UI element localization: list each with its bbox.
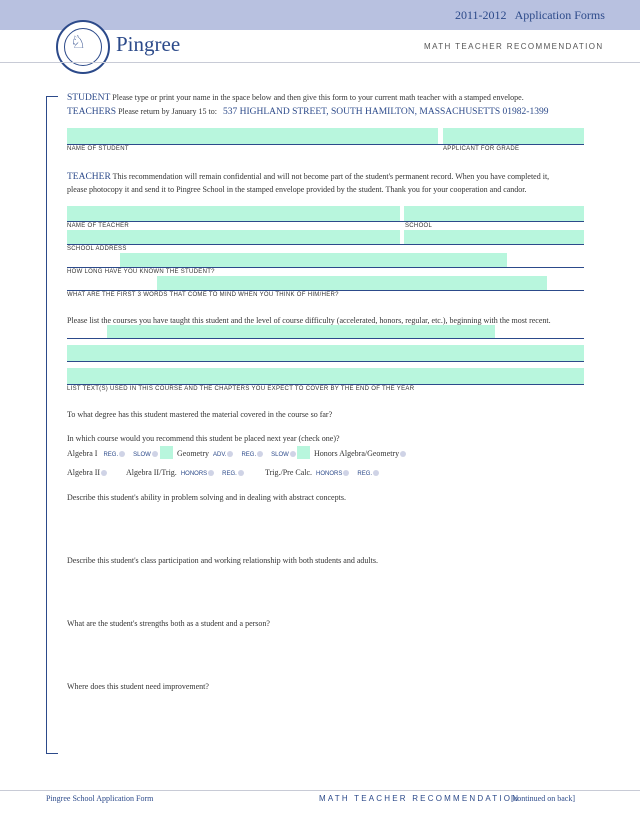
school-address-input-b[interactable] bbox=[404, 230, 584, 244]
header-divider bbox=[0, 62, 640, 63]
trig-precalc-option: Trig./Pre Calc. bbox=[265, 468, 313, 477]
placement-row-2c bbox=[265, 468, 379, 477]
honors-alg-geo-marker bbox=[297, 446, 310, 459]
banner-title bbox=[455, 8, 613, 23]
placement-row-1c bbox=[314, 449, 406, 458]
mastery-prompt: To what degree has this student mastered the material covered in the course so far? bbox=[67, 410, 333, 419]
teachers-instruction bbox=[67, 107, 548, 117]
school-seal bbox=[56, 20, 110, 74]
improvement-question: Where does this student need improvement? bbox=[67, 682, 209, 691]
grade-label: APPLICANT FOR GRADE bbox=[443, 146, 520, 152]
school-input[interactable] bbox=[404, 206, 584, 221]
student-label: STUDENT bbox=[67, 93, 111, 103]
trig-precalc-reg-label: REG. bbox=[357, 471, 373, 477]
footer-divider bbox=[0, 790, 640, 791]
teachers-instruction-text: Please return by January 15 to: bbox=[118, 107, 217, 116]
honors-alg-geo-checkbox[interactable] bbox=[400, 451, 406, 457]
algebra2-option: Algebra II bbox=[67, 468, 101, 477]
geometry-marker bbox=[160, 446, 173, 459]
teacher-note-line2: please photocopy it and send it to Pingree School in the stamped envelope provided by the student. Thank you for your cooperation and candor. bbox=[67, 185, 527, 194]
teachers-label: TEACHERS bbox=[67, 107, 117, 117]
placement-prompt: In which course would you recommend this student be placed next year (check one)? bbox=[67, 434, 340, 443]
geometry-option: Geometry bbox=[177, 449, 209, 458]
algebra2-trig-option: Algebra II/Trig. bbox=[126, 468, 177, 477]
algebra1-reg-label: REG. bbox=[103, 452, 119, 458]
student-name-input[interactable] bbox=[67, 128, 438, 144]
geometry-slow-checkbox[interactable] bbox=[290, 451, 296, 457]
algebra1-slow-label: SLOW bbox=[133, 452, 151, 458]
problem-solving-question: Describe this student's ability in problem solving and in dealing with abstract concepts. bbox=[67, 493, 346, 502]
form-bracket bbox=[46, 96, 58, 754]
texts-input[interactable] bbox=[67, 368, 584, 384]
footer-title: MATH TEACHER RECOMMENDATION bbox=[319, 794, 521, 803]
algebra2-trig-honors-checkbox[interactable] bbox=[208, 470, 214, 476]
grade-input[interactable] bbox=[443, 128, 584, 144]
courses-prompt: Please list the courses you have taught this student and the level of course difficulty (accelerated, honors, regular, etc.), beginning with the most recent. bbox=[67, 316, 551, 325]
geometry-reg-label: REG. bbox=[241, 452, 257, 458]
placement-row-2 bbox=[67, 468, 107, 477]
algebra1-slow-checkbox[interactable] bbox=[152, 451, 158, 457]
algebra2-checkbox[interactable] bbox=[101, 470, 107, 476]
placement-row-1b bbox=[177, 449, 296, 458]
return-address: 537 HIGHLAND STREET, SOUTH HAMILTON, MASSACHUSETTS 01982-1399 bbox=[222, 107, 549, 117]
banner-forms: Application Forms bbox=[514, 8, 605, 22]
teacher-name-label: NAME OF TEACHER bbox=[67, 223, 130, 229]
school-address-label: SCHOOL ADDRESS bbox=[67, 246, 127, 252]
algebra1-option: Algebra I bbox=[67, 449, 98, 458]
how-long-input[interactable] bbox=[120, 253, 507, 267]
first-words-label: WHAT ARE THE FIRST 3 WORDS THAT COME TO MIND WHEN YOU THINK OF HIM/HER? bbox=[67, 292, 339, 298]
participation-question: Describe this student's class participation and working relationship with both students and adults. bbox=[67, 556, 378, 565]
school-logo-name: Pingree bbox=[116, 32, 181, 56]
geometry-reg-checkbox[interactable] bbox=[257, 451, 263, 457]
banner-years: 2011-2012 bbox=[455, 8, 507, 22]
algebra2-trig-reg-checkbox[interactable] bbox=[238, 470, 244, 476]
algebra1-reg-checkbox[interactable] bbox=[119, 451, 125, 457]
placement-row-1 bbox=[67, 449, 158, 458]
student-instruction bbox=[67, 93, 524, 103]
algebra2-trig-honors-label: HONORS bbox=[180, 471, 208, 477]
first-words-input[interactable] bbox=[157, 276, 547, 290]
teacher-label: TEACHER bbox=[67, 172, 111, 182]
footer-continued: [continued on back] bbox=[511, 794, 575, 803]
how-long-label: HOW LONG HAVE YOU KNOWN THE STUDENT? bbox=[67, 269, 215, 275]
texts-label: LIST TEXT(S) USED IN THIS COURSE AND THE CHAPTERS YOU EXPECT TO COVER BY THE END OF THE YEAR bbox=[67, 386, 415, 392]
student-name-label: NAME OF STUDENT bbox=[67, 146, 129, 152]
trig-precalc-honors-label: HONORS bbox=[316, 471, 343, 477]
strengths-question: What are the student's strengths both as a student and a person? bbox=[67, 619, 270, 628]
geometry-slow-label: SLOW bbox=[271, 452, 289, 458]
school-label: SCHOOL bbox=[405, 223, 433, 229]
courses-input-1[interactable] bbox=[107, 325, 495, 338]
trig-precalc-reg-checkbox[interactable] bbox=[373, 470, 379, 476]
geometry-adv-checkbox[interactable] bbox=[227, 451, 233, 457]
footer-left: Pingree School Application Form bbox=[46, 794, 154, 803]
teacher-note-line1: TEACHER This recommendation will remain confidential and will not become part of the student's permanent record. When you have completed it, bbox=[67, 172, 550, 182]
school-address-input-a[interactable] bbox=[67, 230, 400, 244]
placement-row-2b bbox=[126, 468, 244, 477]
courses-input-2[interactable] bbox=[67, 345, 584, 361]
pegasus-icon: ♘ bbox=[70, 32, 87, 53]
algebra2-trig-reg-label: REG. bbox=[222, 471, 237, 477]
teacher-name-input[interactable] bbox=[67, 206, 400, 221]
honors-alg-geo-option: Honors Algebra/Geometry bbox=[314, 449, 400, 458]
geometry-adv-label: ADV. bbox=[213, 452, 227, 458]
student-instruction-text: Please type or print your name in the space below and then give this form to your current math teacher with a stamped envelope. bbox=[112, 93, 524, 102]
form-title: MATH TEACHER RECOMMENDATION bbox=[424, 42, 604, 51]
trig-precalc-honors-checkbox[interactable] bbox=[343, 470, 349, 476]
